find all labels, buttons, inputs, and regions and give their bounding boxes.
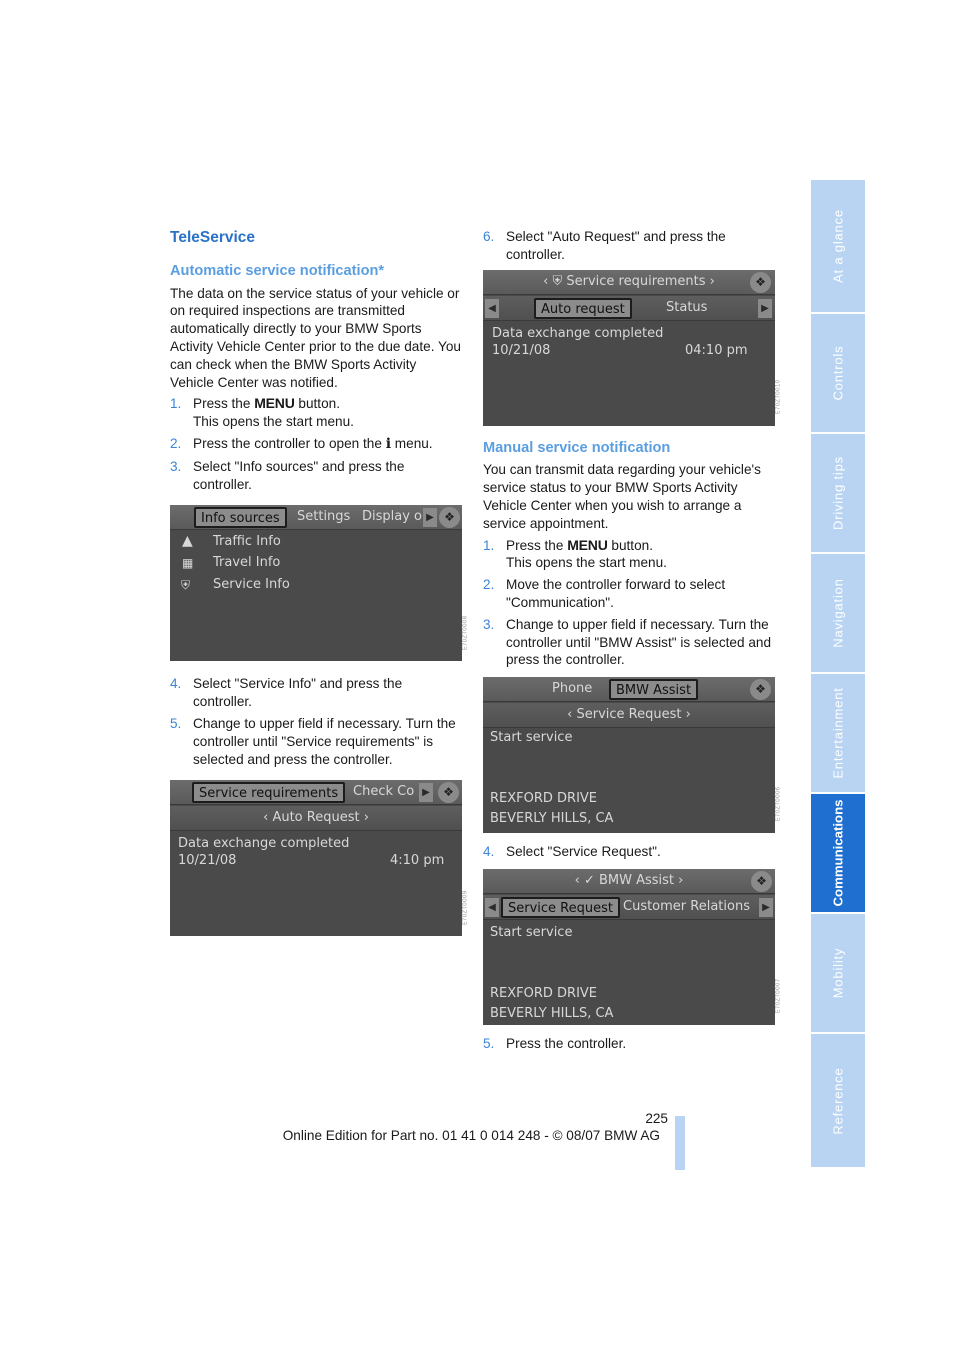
car-icon: ⛨: [552, 273, 567, 289]
screen-tab-bar: [483, 895, 775, 920]
screen-sub-bar: [170, 806, 462, 831]
check-icon: ✓: [583, 872, 599, 888]
address-line-1: REXFORD DRIVE: [490, 985, 598, 1001]
steps-list: [483, 228, 777, 264]
arrow-right-icon: ▶: [419, 783, 433, 802]
screen-auto-request: [483, 270, 781, 426]
chapter-tab-controls[interactable]: Controls: [811, 314, 865, 432]
screen-tab-bar: [170, 505, 462, 530]
edition-line: Online Edition for Part no. 01 41 0 014 248 - © 08/07 BMW AG: [282, 1128, 660, 1143]
chapter-tab-at-a-glance[interactable]: At a glance: [811, 180, 865, 312]
tab-status: Status: [666, 299, 708, 315]
chevron-right-icon: ›: [674, 872, 684, 888]
image-code: E70ZT0006: [773, 787, 781, 822]
tab-settings: Settings: [297, 509, 351, 525]
page-number: 225: [645, 1111, 668, 1126]
status-date: 10/21/08: [178, 853, 237, 869]
chapter-tab-entertainment[interactable]: Entertainment: [811, 674, 865, 792]
screen-header-bar: [483, 869, 775, 894]
address-line-2: BEVERLY HILLS, CA: [490, 1005, 614, 1021]
screen-header-bar: [483, 270, 775, 295]
steps-list: [170, 395, 462, 493]
chevron-left-icon: ‹: [574, 872, 584, 888]
status-text: Data exchange completed: [178, 836, 350, 852]
intro-paragraph: The data on the service status of your vehicle or on required inspections are transmitted automatically directly to your BMW Sports Activity Vehicle Center prior to the due date. You can check when the BMW Sports Activity Vehicle Center was notified.: [170, 285, 461, 390]
section-title: TeleService: [170, 229, 256, 246]
image-code: E70ZT0009: [460, 890, 468, 925]
list-item: 1. Press the MENU button. This opens the start menu.: [170, 395, 354, 430]
travel-icon: ▦: [182, 556, 194, 571]
screen-sub-title: Auto Request: [272, 810, 360, 826]
chapter-tab-reference[interactable]: Reference: [811, 1034, 865, 1167]
list-item: 4. Select "Service Info" and press the controller.: [170, 676, 403, 710]
menu-item-travel-info: Travel Info: [213, 555, 281, 571]
list-item: 3. Change to upper field if necessary. Turn the controller until "BMW Assist" is selected and press the controller.: [483, 616, 772, 668]
menu-icon: MENU: [254, 395, 295, 412]
tab-service-request: Service Request: [501, 897, 620, 918]
chapter-tab-mobility[interactable]: Mobility: [811, 914, 865, 1032]
screen-service-request: [483, 869, 781, 1025]
steps-list: [483, 843, 777, 861]
chapter-tabs: [811, 180, 865, 1167]
chevron-right-icon: ›: [705, 273, 715, 289]
arrow-left-icon: ◀: [485, 299, 499, 318]
arrow-right-icon: ▶: [759, 898, 773, 917]
image-code: E70ZT0008: [460, 615, 468, 650]
screen-info-sources: [170, 505, 468, 661]
subsection-title: Manual service notification: [483, 439, 671, 456]
address-line-1: REXFORD DRIVE: [490, 791, 598, 807]
chapter-tab-navigation[interactable]: Navigation: [811, 554, 865, 672]
screen-bmw-assist: [483, 677, 781, 833]
status-text: Data exchange completed: [492, 325, 664, 341]
menu-item-traffic-info: Traffic Info: [213, 534, 281, 550]
screen-header: Service requirements: [566, 273, 706, 289]
right-column: [483, 228, 781, 1057]
tab-customer-relations: Customer Relations: [623, 898, 750, 914]
controller-icon: ❖: [439, 507, 460, 528]
screen-tab-bar: [483, 677, 775, 702]
arrow-right-icon: ▶: [423, 508, 437, 527]
steps-list: [170, 675, 462, 768]
page-marker: [675, 1116, 685, 1170]
chapter-tab-communications[interactable]: Communications: [811, 794, 865, 912]
arrow-right-icon: ▶: [758, 299, 772, 318]
info-icon: i: [385, 435, 392, 452]
image-code: E70ZT0010: [773, 379, 781, 414]
arrow-left-icon: ◀: [485, 898, 499, 917]
chevron-left-icon: ‹: [263, 810, 273, 826]
menu-item-start-service: Start service: [490, 730, 573, 746]
list-item: 5. Change to upper field if necessary. Turn the controller until "Service requirements" is selected and press the controller.: [170, 715, 456, 767]
screen-service-requirements: [170, 780, 468, 936]
screen-sub-title: Service Request: [576, 707, 682, 723]
chapter-tab-driving-tips[interactable]: Driving tips: [811, 434, 865, 552]
tab-check-control: Check Co: [353, 784, 415, 800]
tab-info-sources: Info sources: [194, 507, 287, 528]
menu-item-service-info: Service Info: [213, 577, 290, 593]
car-icon: ⛨: [181, 578, 191, 593]
tab-display: Display o: [362, 509, 423, 525]
left-column: [170, 228, 468, 950]
tab-bmw-assist: BMW Assist: [609, 679, 698, 700]
steps-list: [483, 537, 777, 670]
list-item: 1. Press the MENU button. This opens the start menu.: [483, 536, 667, 571]
chevron-left-icon: ‹: [567, 707, 577, 723]
image-code: E70ZT0007: [773, 978, 781, 1014]
chevron-left-icon: ‹: [543, 273, 553, 289]
intro-paragraph: You can transmit data regarding your vehicle's service status to your BMW Sports Activity Vehicle Center when you wish to arrange a service appointment.: [483, 462, 761, 531]
steps-list: [483, 1035, 777, 1053]
list-item: 5. Press the controller.: [483, 1035, 627, 1051]
tab-auto-request: Auto request: [534, 298, 632, 319]
list-item: 3. Select "Info sources" and press the controller.: [170, 458, 405, 492]
controller-icon: ❖: [750, 272, 771, 293]
screen-header: BMW Assist: [598, 872, 675, 888]
controller-icon: ❖: [751, 871, 772, 892]
menu-item-start-service: Start service: [490, 924, 573, 940]
controller-icon: ❖: [438, 782, 459, 803]
screen-tab-bar: [483, 296, 775, 321]
tab-service-requirements: Service requirements: [192, 782, 345, 803]
traffic-icon: ▲: [182, 533, 193, 550]
list-item: 6. Select "Auto Request" and press the controller.: [483, 229, 726, 262]
tab-phone: Phone: [552, 681, 593, 697]
status-time: 4:10 pm: [390, 853, 445, 869]
subsection-title: Automatic service notification*: [170, 262, 385, 279]
list-item: 4. Select "Service Request".: [483, 844, 661, 860]
address-line-2: BEVERLY HILLS, CA: [490, 811, 614, 827]
status-time: 04:10 pm: [685, 342, 748, 358]
chevron-right-icon: ›: [681, 707, 691, 723]
status-date: 10/21/08: [492, 342, 551, 358]
controller-icon: ❖: [750, 679, 771, 700]
screen-tab-bar: [170, 780, 462, 805]
chevron-right-icon: ›: [359, 810, 369, 826]
list-item: 2. Move the controller forward to select "Communication".: [483, 577, 726, 610]
list-item: 2. Press the controller to open the i menu.: [170, 435, 433, 452]
menu-icon: MENU: [567, 536, 608, 553]
screen-sub-bar: [483, 703, 775, 728]
